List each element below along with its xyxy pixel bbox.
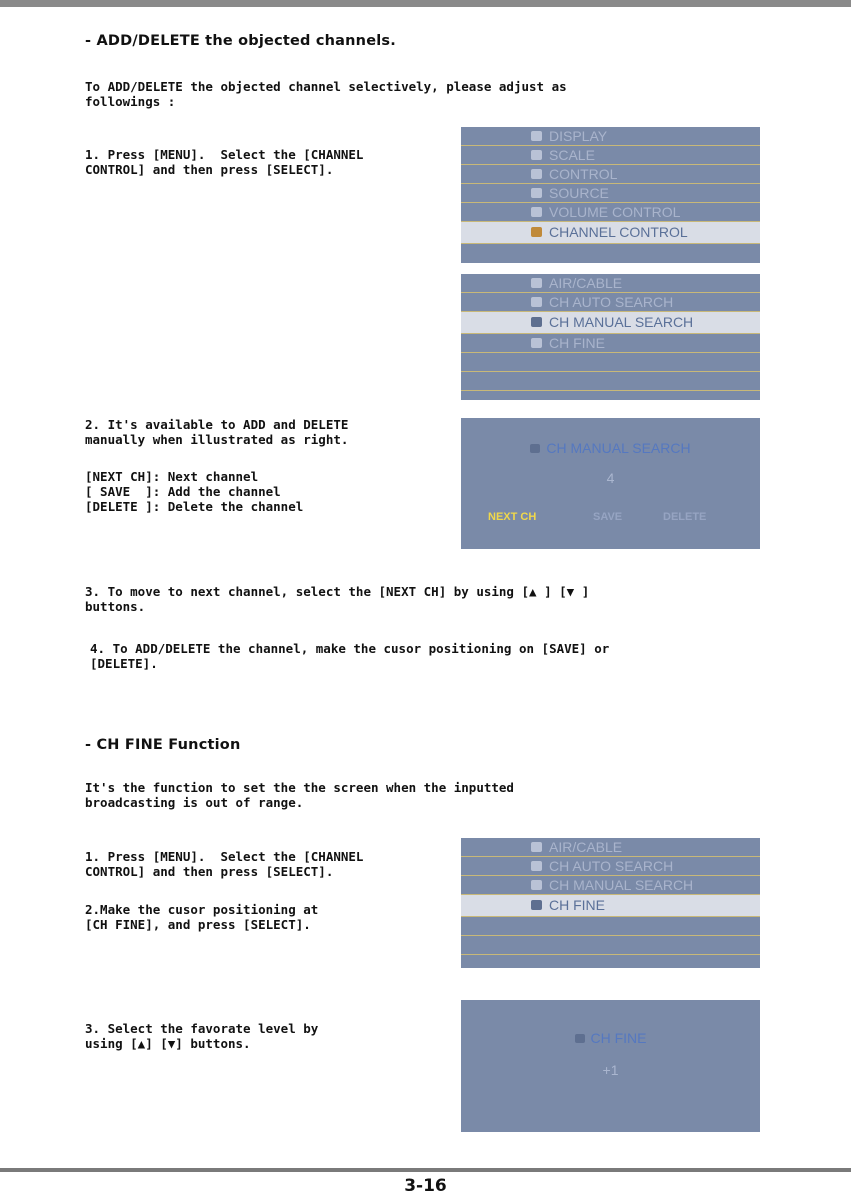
menu-item-ch-fine[interactable]: CH FINE bbox=[461, 334, 760, 353]
menu-item-air-cable[interactable]: AIR/CABLE bbox=[461, 274, 760, 293]
ch-auto-icon bbox=[531, 861, 542, 871]
ch-manual-icon bbox=[530, 444, 540, 453]
antenna-icon bbox=[531, 842, 542, 852]
osd-channel-menu bbox=[461, 274, 760, 400]
menu-item-source[interactable]: SOURCE bbox=[461, 184, 760, 203]
source-icon bbox=[531, 188, 542, 198]
top-rule bbox=[0, 0, 851, 7]
ch-fine-icon bbox=[531, 900, 542, 910]
menu-item-ch-manual-search[interactable]: CH MANUAL SEARCH bbox=[461, 876, 760, 895]
control-icon bbox=[531, 169, 542, 179]
section2-step3: 3. Select the favorate level by using [▲] [▼] buttons. bbox=[85, 1021, 319, 1051]
section1-intro: To ADD/DELETE the objected channel selectively, please adjust as followings : bbox=[85, 79, 567, 109]
save-button[interactable]: SAVE bbox=[593, 511, 623, 523]
volume-icon bbox=[531, 207, 542, 217]
section2-intro: It's the function to set the the screen when the inputted broadcasting is out of range. bbox=[85, 780, 514, 810]
menu-item-empty-1 bbox=[461, 917, 760, 936]
section-heading-ch-fine: - CH FINE Function bbox=[85, 737, 241, 753]
ch-manual-icon bbox=[531, 317, 542, 327]
menu-item-air-cable[interactable]: AIR/CABLE bbox=[461, 838, 760, 857]
display-icon bbox=[531, 131, 542, 141]
menu-item-ch-auto-search[interactable]: CH AUTO SEARCH bbox=[461, 293, 760, 312]
ch-fine-icon bbox=[531, 338, 542, 348]
menu-item-control[interactable]: CONTROL bbox=[461, 165, 760, 184]
ch-auto-icon bbox=[531, 297, 542, 307]
antenna-icon bbox=[531, 278, 542, 288]
menu-item-scale[interactable]: SCALE bbox=[461, 146, 760, 165]
ch-fine-icon bbox=[575, 1034, 585, 1043]
ch-fine-title: CH FINE bbox=[461, 1030, 760, 1046]
ch-manual-icon bbox=[531, 880, 542, 890]
osd-ch-fine bbox=[461, 1000, 760, 1132]
section1-step3: 3. To move to next channel, select the [NEXT CH] by using [▲ ] [▼ ] buttons. bbox=[85, 584, 590, 614]
menu-item-empty-1 bbox=[461, 353, 760, 372]
page-number: 3-16 bbox=[404, 1176, 447, 1196]
menu-item-empty-2 bbox=[461, 936, 760, 955]
osd-main-menu bbox=[461, 127, 760, 263]
delete-button[interactable]: DELETE bbox=[663, 511, 707, 523]
section-heading-add-delete: - ADD/DELETE the objected channels. bbox=[85, 33, 396, 49]
section2-step1: 1. Press [MENU]. Select the [CHANNEL CONTROL] and then press [SELECT]. bbox=[85, 849, 364, 879]
section1-step2: 2. It's available to ADD and DELETE manually when illustrated as right. bbox=[85, 417, 349, 447]
next-ch-button[interactable]: NEXT CH bbox=[488, 511, 537, 523]
menu-item-empty-2 bbox=[461, 372, 760, 391]
bottom-rule bbox=[0, 1168, 851, 1172]
menu-item-volume-control[interactable]: VOLUME CONTROL bbox=[461, 203, 760, 222]
osd-manual-search bbox=[461, 418, 760, 549]
section1-key-legend: [NEXT CH]: Next channel [ SAVE ]: Add the channel [DELETE ]: Delete the channel bbox=[85, 469, 304, 514]
scale-icon bbox=[531, 150, 542, 160]
ch-fine-level: +1 bbox=[602, 1062, 619, 1078]
menu-item-ch-manual-search[interactable]: CH MANUAL SEARCH bbox=[461, 312, 760, 334]
section2-step2: 2.Make the cusor positioning at [CH FINE], and press [SELECT]. bbox=[85, 902, 319, 932]
menu-item-ch-auto-search[interactable]: CH AUTO SEARCH bbox=[461, 857, 760, 876]
manual-search-title: CH MANUAL SEARCH bbox=[461, 440, 760, 456]
menu-item-channel-control[interactable]: CHANNEL CONTROL bbox=[461, 222, 760, 244]
section1-step4: 4. To ADD/DELETE the channel, make the cusor positioning on [SAVE] or [DELETE]. bbox=[90, 641, 610, 671]
manual-search-channel: 4 bbox=[606, 470, 615, 486]
menu-item-display[interactable]: DISPLAY bbox=[461, 127, 760, 146]
osd-channel-menu-fine bbox=[461, 838, 760, 968]
channel-icon bbox=[531, 227, 542, 237]
section1-step1: 1. Press [MENU]. Select the [CHANNEL CONTROL] and then press [SELECT]. bbox=[85, 147, 364, 177]
menu-item-ch-fine[interactable]: CH FINE bbox=[461, 895, 760, 917]
